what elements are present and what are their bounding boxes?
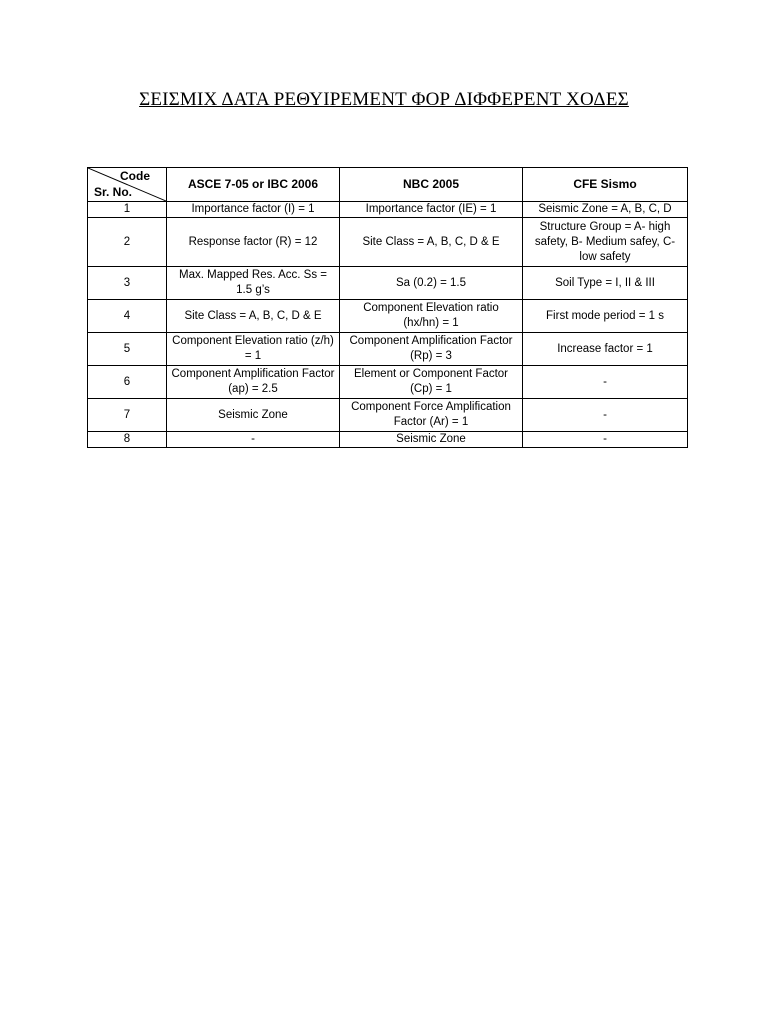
cfe-cell: - bbox=[523, 366, 688, 399]
sr-no-cell: 6 bbox=[88, 366, 167, 399]
sr-no-cell: 8 bbox=[88, 432, 167, 448]
table-row bbox=[88, 333, 688, 366]
sr-no-cell: 2 bbox=[88, 218, 167, 267]
table-row bbox=[88, 432, 688, 448]
table-row bbox=[88, 399, 688, 432]
corner-header-cell bbox=[88, 168, 167, 202]
cfe-cell: - bbox=[523, 399, 688, 432]
sr-no-cell: 7 bbox=[88, 399, 167, 432]
asce-cell: Seismic Zone bbox=[167, 399, 340, 432]
table-row bbox=[88, 366, 688, 399]
cfe-cell: - bbox=[523, 432, 688, 448]
nbc-cell: Element or Component Factor (Cp) = 1 bbox=[340, 366, 523, 399]
asce-cell: Max. Mapped Res. Acc. Ss = 1.5 g’s bbox=[167, 267, 340, 300]
cfe-cell: Soil Type = I, II & III bbox=[523, 267, 688, 300]
asce-cell: Response factor (R) = 12 bbox=[167, 218, 340, 267]
cfe-cell: Seismic Zone = A, B, C, D bbox=[523, 202, 688, 218]
sr-no-cell: 4 bbox=[88, 300, 167, 333]
document-title: ΣΕΙΣΜΙΧ ΔΑΤΑ ΡΕΘΥΙΡΕΜΕΝΤ ΦΟΡ ΔΙΦΦΕΡΕΝΤ ΧΟΔΕΣ bbox=[139, 89, 629, 110]
nbc-cell: Component Amplification Factor (Rp) = 3 bbox=[340, 333, 523, 366]
nbc-cell: Seismic Zone bbox=[340, 432, 523, 448]
header-cfe: CFE Sismo bbox=[523, 168, 688, 202]
corner-srno-label: Sr. No. bbox=[94, 185, 133, 199]
asce-cell: Component Elevation ratio (z/h) = 1 bbox=[167, 333, 340, 366]
sr-no-cell: 1 bbox=[88, 202, 167, 218]
sr-no-cell: 3 bbox=[88, 267, 167, 300]
cfe-cell: Structure Group = A- high safety, B- Medium safey, C- low safety bbox=[523, 218, 688, 267]
corner-code-label: Code bbox=[120, 169, 150, 183]
cfe-cell: First mode period = 1 s bbox=[523, 300, 688, 333]
table-row bbox=[88, 202, 688, 218]
asce-cell: - bbox=[167, 432, 340, 448]
nbc-cell: Component Elevation ratio (hx/hn) = 1 bbox=[340, 300, 523, 333]
asce-cell: Component Amplification Factor (ap) = 2.5 bbox=[167, 366, 340, 399]
table-header-row bbox=[88, 168, 688, 202]
header-nbc: NBC 2005 bbox=[340, 168, 523, 202]
asce-cell: Importance factor (I) = 1 bbox=[167, 202, 340, 218]
nbc-cell: Importance factor (IE) = 1 bbox=[340, 202, 523, 218]
table-row bbox=[88, 218, 688, 267]
nbc-cell: Site Class = A, B, C, D & E bbox=[340, 218, 523, 267]
table-row bbox=[88, 267, 688, 300]
header-asce: ASCE 7-05 or IBC 2006 bbox=[167, 168, 340, 202]
seismic-data-table bbox=[87, 167, 688, 448]
cfe-cell: Increase factor = 1 bbox=[523, 333, 688, 366]
asce-cell: Site Class = A, B, C, D & E bbox=[167, 300, 340, 333]
table-row bbox=[88, 300, 688, 333]
nbc-cell: Component Force Amplification Factor (Ar) = 1 bbox=[340, 399, 523, 432]
sr-no-cell: 5 bbox=[88, 333, 167, 366]
nbc-cell: Sa (0.2) = 1.5 bbox=[340, 267, 523, 300]
